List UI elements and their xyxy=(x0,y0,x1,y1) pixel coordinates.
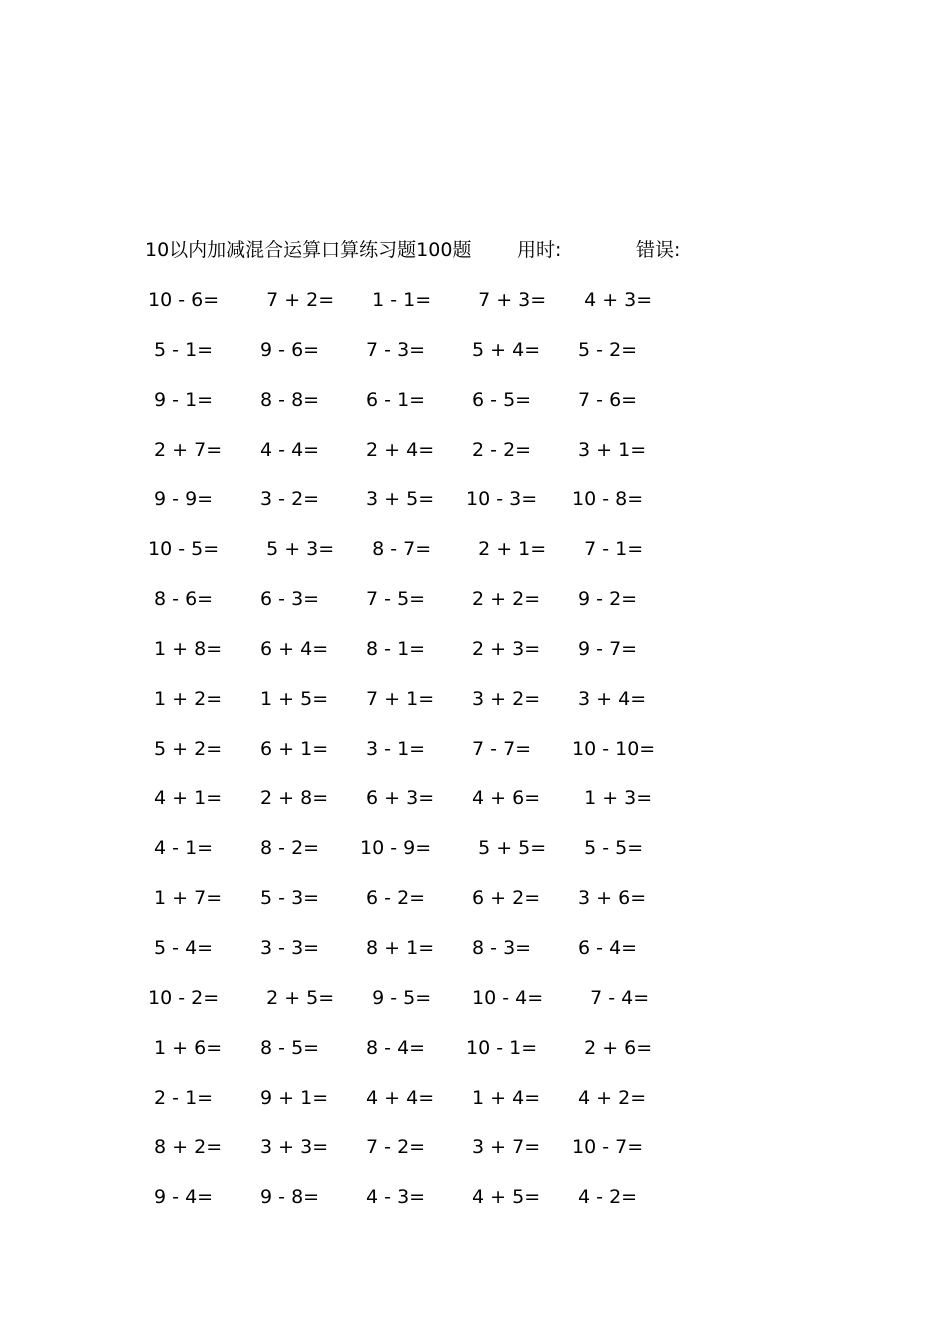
problem-row xyxy=(148,833,688,883)
math-problem: 1 - 1= xyxy=(360,289,432,311)
math-problem: 7 - 7= xyxy=(466,737,532,760)
math-problem: 3 + 6= xyxy=(572,887,647,910)
math-problem: 4 + 5= xyxy=(466,1186,541,1209)
math-problem: 10 - 7= xyxy=(572,1136,644,1159)
math-problem: 3 + 5= xyxy=(360,488,435,511)
math-problem: 8 - 4= xyxy=(360,1036,426,1059)
math-problem: 9 + 1= xyxy=(254,1086,329,1109)
math-problem: 6 - 5= xyxy=(466,388,532,411)
problem-row xyxy=(148,983,688,1033)
math-problem: 4 - 4= xyxy=(254,438,320,461)
math-problem: 2 + 2= xyxy=(466,588,541,611)
math-problem: 10 - 6= xyxy=(148,289,220,311)
math-problem: 10 - 5= xyxy=(148,538,220,561)
math-problem: 3 + 7= xyxy=(466,1136,541,1159)
math-problem: 5 + 5= xyxy=(466,837,547,860)
math-problem: 2 - 1= xyxy=(148,1086,214,1109)
math-problem: 1 + 8= xyxy=(148,637,223,660)
math-problem: 9 - 7= xyxy=(572,637,638,660)
problem-row xyxy=(148,634,688,684)
math-problem: 1 + 5= xyxy=(254,687,329,710)
math-problem: 5 - 3= xyxy=(254,887,320,910)
math-problem: 5 - 2= xyxy=(572,338,638,361)
math-problem: 4 - 3= xyxy=(360,1186,426,1209)
problem-row xyxy=(148,1182,688,1232)
math-problem: 3 + 3= xyxy=(254,1136,329,1159)
problem-row xyxy=(148,285,688,335)
math-problem: 4 - 2= xyxy=(572,1186,638,1209)
math-problem: 4 + 2= xyxy=(572,1086,647,1109)
math-problem: 5 + 4= xyxy=(466,338,541,361)
math-problem: 3 + 2= xyxy=(466,687,541,710)
math-problem: 10 - 8= xyxy=(572,488,644,511)
math-problem: 6 + 1= xyxy=(254,737,329,760)
math-problem: 8 + 1= xyxy=(360,936,435,959)
math-problem: 3 - 3= xyxy=(254,936,320,959)
math-problem: 5 - 1= xyxy=(148,338,214,361)
problem-row xyxy=(148,783,688,833)
math-problem: 10 - 4= xyxy=(466,986,544,1009)
problem-row xyxy=(148,883,688,933)
math-problem: 2 + 4= xyxy=(360,438,435,461)
math-problem: 7 - 5= xyxy=(360,588,426,611)
math-problem: 7 + 1= xyxy=(360,687,435,710)
error-count-label: 错误: xyxy=(636,239,681,261)
problem-row xyxy=(148,335,688,385)
problem-row xyxy=(148,684,688,734)
math-problem: 9 - 1= xyxy=(148,388,214,411)
math-problem: 3 + 4= xyxy=(572,687,647,710)
math-problem: 2 + 5= xyxy=(254,986,335,1009)
math-problem: 9 - 5= xyxy=(360,986,432,1009)
math-problem: 7 + 3= xyxy=(466,289,547,311)
math-problem: 5 + 2= xyxy=(148,737,223,760)
math-problem: 2 + 7= xyxy=(148,438,223,461)
math-problem: 2 + 1= xyxy=(466,538,547,561)
math-problem: 3 - 2= xyxy=(254,488,320,511)
math-problem: 2 + 6= xyxy=(572,1036,653,1059)
problem-row xyxy=(148,1132,688,1182)
math-problem: 1 + 4= xyxy=(466,1086,541,1109)
math-problem: 6 - 4= xyxy=(572,936,638,959)
problem-row xyxy=(148,435,688,485)
math-problem: 8 - 8= xyxy=(254,388,320,411)
math-problem: 9 - 8= xyxy=(254,1186,320,1209)
math-problem: 9 - 4= xyxy=(148,1186,214,1209)
math-problem: 9 - 9= xyxy=(148,488,214,511)
math-problem: 6 - 3= xyxy=(254,588,320,611)
math-problem: 9 - 6= xyxy=(254,338,320,361)
math-problem: 6 + 3= xyxy=(360,787,435,810)
math-problem: 7 - 2= xyxy=(360,1136,426,1159)
problem-row xyxy=(148,484,688,534)
math-problem: 5 - 5= xyxy=(572,837,644,860)
problem-row xyxy=(148,1083,688,1133)
math-problem: 8 + 2= xyxy=(148,1136,223,1159)
math-problem: 8 - 7= xyxy=(360,538,432,561)
math-problem: 6 + 2= xyxy=(466,887,541,910)
math-problem: 5 + 3= xyxy=(254,538,335,561)
math-problem: 9 - 2= xyxy=(572,588,638,611)
math-problem: 7 - 4= xyxy=(572,986,650,1009)
math-problem: 2 + 3= xyxy=(466,637,541,660)
math-problem: 8 - 2= xyxy=(254,837,320,860)
math-problem: 4 - 1= xyxy=(148,837,214,860)
math-problem: 4 + 6= xyxy=(466,787,541,810)
math-problem: 2 - 2= xyxy=(466,438,532,461)
problem-row xyxy=(148,385,688,435)
math-problem: 10 - 10= xyxy=(572,737,656,760)
problem-row xyxy=(148,1033,688,1083)
math-problem: 10 - 3= xyxy=(466,488,538,511)
problem-row xyxy=(148,534,688,584)
math-problem: 1 + 6= xyxy=(148,1036,223,1059)
problem-row xyxy=(148,584,688,634)
math-problem: 8 - 1= xyxy=(360,637,426,660)
math-problem: 3 + 1= xyxy=(572,438,647,461)
problem-grid xyxy=(148,285,688,1232)
worksheet-title: 10以内加减混合运算口算练习题100题 xyxy=(145,239,472,261)
problem-row xyxy=(148,734,688,784)
math-problem: 1 + 3= xyxy=(572,787,653,810)
math-problem: 5 - 4= xyxy=(148,936,214,959)
math-problem: 6 - 2= xyxy=(360,887,426,910)
math-problem: 4 + 1= xyxy=(148,787,223,810)
math-problem: 4 + 3= xyxy=(572,289,653,311)
math-problem: 7 - 3= xyxy=(360,338,426,361)
math-problem: 10 - 9= xyxy=(360,837,432,860)
math-problem: 7 - 1= xyxy=(572,538,644,561)
math-problem: 7 + 2= xyxy=(254,289,335,311)
math-problem: 8 - 5= xyxy=(254,1036,320,1059)
time-used-label: 用时: xyxy=(517,239,562,261)
math-problem: 6 - 1= xyxy=(360,388,426,411)
math-problem: 10 - 2= xyxy=(148,986,220,1009)
math-problem: 8 - 6= xyxy=(148,588,214,611)
math-problem: 3 - 1= xyxy=(360,737,426,760)
problem-row xyxy=(148,933,688,983)
math-problem: 1 + 7= xyxy=(148,887,223,910)
worksheet-header xyxy=(145,236,765,264)
math-problem: 1 + 2= xyxy=(148,687,223,710)
math-problem: 10 - 1= xyxy=(466,1036,538,1059)
math-problem: 6 + 4= xyxy=(254,637,329,660)
math-problem: 8 - 3= xyxy=(466,936,532,959)
math-problem: 7 - 6= xyxy=(572,388,638,411)
math-problem: 4 + 4= xyxy=(360,1086,435,1109)
math-problem: 2 + 8= xyxy=(254,787,329,810)
